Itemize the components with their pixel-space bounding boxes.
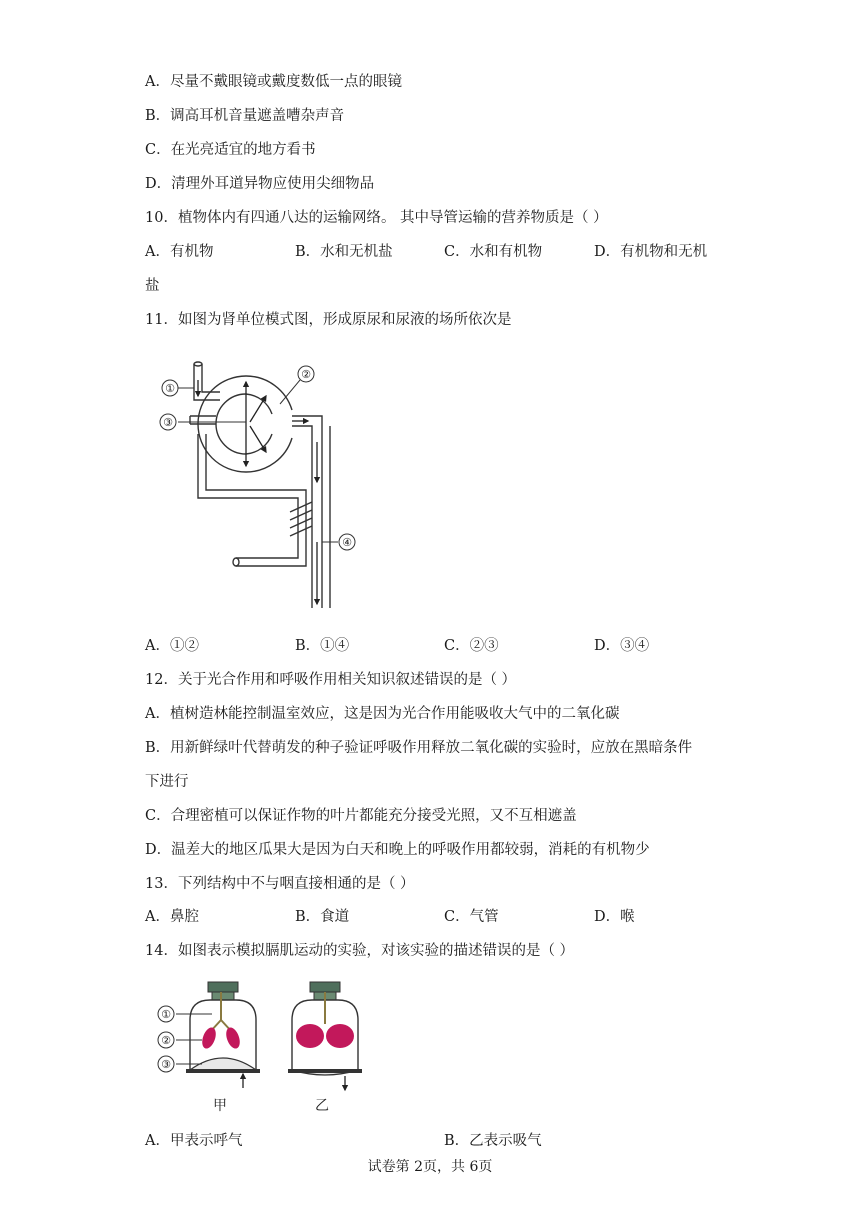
q13-stem: 13．下列结构中不与咽直接相通的是（ ） — [145, 876, 415, 892]
q13-option-b: B．食道 — [295, 909, 350, 925]
q13-option-c: C．气管 — [444, 909, 499, 925]
q10-option-d: D．有机物和无机 — [594, 244, 708, 260]
page-footer: 试卷第 2页，共 6页 — [367, 1159, 493, 1175]
nephron-label-1: ① — [165, 382, 175, 395]
nephron-diagram — [150, 352, 370, 614]
q9-option-a: A．尽量不戴眼镜或戴度数低一点的眼镜 — [145, 74, 402, 90]
model-label-1: ① — [161, 1008, 171, 1021]
q11-option-b: B．①④ — [295, 638, 350, 654]
q12-option-c: C．合理密植可以保证作物的叶片都能充分接受光照，又不互相遮盖 — [145, 808, 577, 824]
q12-option-b: B．用新鲜绿叶代替萌发的种子验证呼吸作用释放二氧化碳的实验时，应放在黑暗条件 — [145, 740, 693, 756]
model-label-2: ② — [161, 1034, 171, 1047]
q10-option-c: C．水和有机物 — [444, 244, 543, 260]
model-label-3: ③ — [161, 1058, 171, 1071]
q13-option-d: D．喉 — [594, 909, 635, 925]
q12-option-a: A．植树造林能控制温室效应，这是因为光合作用能吸收大气中的二氧化碳 — [145, 706, 620, 722]
q14-option-b: B．乙表示吸气 — [444, 1133, 542, 1149]
q14-option-a: A．甲表示呼气 — [145, 1133, 243, 1149]
q10-option-b: B．水和无机盐 — [295, 244, 393, 260]
q12-stem: 12．关于光合作用和呼吸作用相关知识叙述错误的是（ ） — [145, 672, 517, 688]
q11-option-d: D．③④ — [594, 638, 650, 654]
jar-caption-yi: 乙 — [315, 1098, 329, 1114]
q9-option-c: C．在光亮适宜的地方看书 — [145, 142, 316, 158]
jar-caption-jia: 甲 — [213, 1098, 227, 1114]
nephron-label-2: ② — [301, 368, 311, 381]
nephron-label-4: ④ — [342, 536, 352, 549]
q11-stem: 11．如图为肾单位模式图，形成原尿和尿液的场所依次是 — [145, 312, 512, 328]
q9-option-b: B．调高耳机音量遮盖嘈杂声音 — [145, 108, 345, 124]
q12-option-d: D．温差大的地区瓜果大是因为白天和晚上的呼吸作用都较弱，消耗的有机物少 — [145, 842, 650, 858]
q14-stem: 14．如图表示模拟膈肌运动的实验，对该实验的描述错误的是（ ） — [145, 943, 575, 959]
q12-option-b-wrap: 下进行 — [145, 774, 189, 790]
q11-option-a: A．①② — [145, 638, 199, 654]
diaphragm-model-diagram — [150, 980, 380, 1120]
q9-option-d: D．清理外耳道异物应使用尖细物品 — [145, 176, 375, 192]
q13-option-a: A．鼻腔 — [145, 909, 199, 925]
q10-stem: 10．植物体内有四通八达的运输网络。 其中导管运输的营养物质是（ ） — [145, 210, 608, 226]
q10-option-a: A．有机物 — [145, 244, 214, 260]
jar-jia — [186, 982, 260, 1088]
jar-yi — [288, 982, 362, 1090]
q11-option-c: C．②③ — [444, 638, 499, 654]
q10-option-d-wrap: 盐 — [145, 278, 160, 294]
nephron-label-3: ③ — [163, 416, 173, 429]
